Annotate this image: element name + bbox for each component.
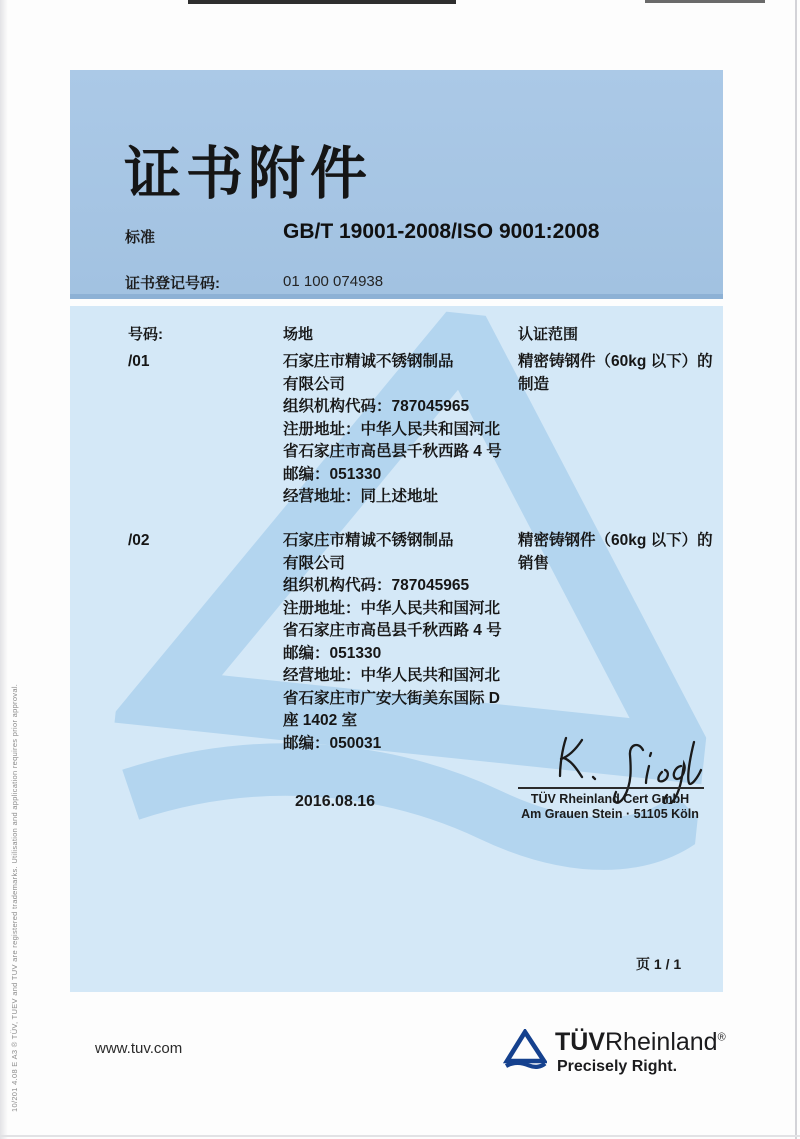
standard-value: GB/T 19001-2008/ISO 9001:2008 [283, 220, 600, 243]
scan-edge-artifact [188, 0, 456, 4]
scan-edge-shadow [0, 0, 8, 1139]
site-line: 邮编：051330 [283, 465, 382, 483]
site-line: 邮编：050031 [283, 734, 382, 752]
column-header-scope: 认证范围 [518, 326, 579, 343]
site-line: 经营地址：中华人民共和国河北 [283, 667, 501, 684]
column-header-site: 场地 [283, 326, 314, 343]
scope-line: 精密铸钢件（60kg 以下）的 [518, 532, 713, 549]
certification-scope-block [518, 351, 723, 396]
scope-line: 销售 [518, 554, 550, 572]
certification-scope-block [518, 530, 723, 575]
tuv-rheinland-logo-icon [503, 1029, 547, 1069]
page-number: 页 1 / 1 [636, 956, 682, 972]
issuer-block [510, 792, 710, 822]
site-line: 石家庄市精诚不锈钢制品 [283, 353, 454, 370]
site-address-block [283, 351, 533, 509]
row-number: /02 [128, 532, 150, 549]
site-line: 有限公司 [283, 375, 346, 393]
issue-date: 2016.08.16 [295, 793, 376, 810]
site-line: 组织机构代码：787045965 [283, 577, 470, 594]
site-line: 组织机构代码：787045965 [283, 398, 470, 415]
page-title: 证书附件 [124, 142, 372, 206]
body-panel [70, 306, 723, 992]
site-line: 注册地址：中华人民共和国河北 [283, 599, 501, 617]
standard-label: 标准 [125, 229, 156, 246]
signature-line [518, 787, 704, 789]
registered-trademark-icon: ® [717, 1031, 726, 1044]
site-line: 省石家庄市广安大街美东国际 D [283, 689, 501, 707]
site-line: 有限公司 [283, 554, 346, 572]
issuer-address: Am Grauen Stein · 51105 Köln [521, 807, 699, 821]
scan-edge-artifact [645, 0, 765, 3]
site-line: 省石家庄市高邑县千秋西路 4 号 [283, 443, 502, 460]
side-legal-note: 10/201 4.08 E A3 ® TÜV, TUEV and TUV are registered trademarks. Utilisation and application requires prior approval. [10, 683, 19, 1112]
column-header-number: 号码: [128, 326, 163, 343]
scan-edge-line [0, 1135, 800, 1137]
site-line: 邮编：051330 [283, 644, 382, 662]
brand-tagline: Precisely Right. [557, 1058, 678, 1075]
site-line: 注册地址：中华人民共和国河北 [283, 420, 501, 438]
certificate-number-value: 01 100 074938 [283, 273, 384, 290]
site-line: 座 1402 室 [283, 712, 358, 729]
brand-wordmark [555, 1028, 726, 1057]
row-number: /01 [128, 353, 150, 370]
brand-name-regular: Rheinland [605, 1028, 718, 1056]
scan-edge-line [795, 0, 797, 1139]
site-line: 省石家庄市高邑县千秋西路 4 号 [283, 622, 502, 639]
scope-line: 制造 [518, 375, 550, 393]
site-line: 石家庄市精诚不锈钢制品 [283, 532, 454, 549]
brand-name-bold: TÜV [555, 1028, 605, 1056]
scope-line: 精密铸钢件（60kg 以下）的 [518, 353, 713, 370]
website-url: www.tuv.com [95, 1040, 183, 1057]
site-address-block [283, 530, 533, 755]
certificate-number-label: 证书登记号码: [125, 275, 220, 292]
site-line: 经营地址：同上述地址 [283, 488, 439, 505]
issuer-name: TÜV Rheinland Cert GmbH [530, 792, 690, 806]
header-panel [70, 70, 723, 299]
